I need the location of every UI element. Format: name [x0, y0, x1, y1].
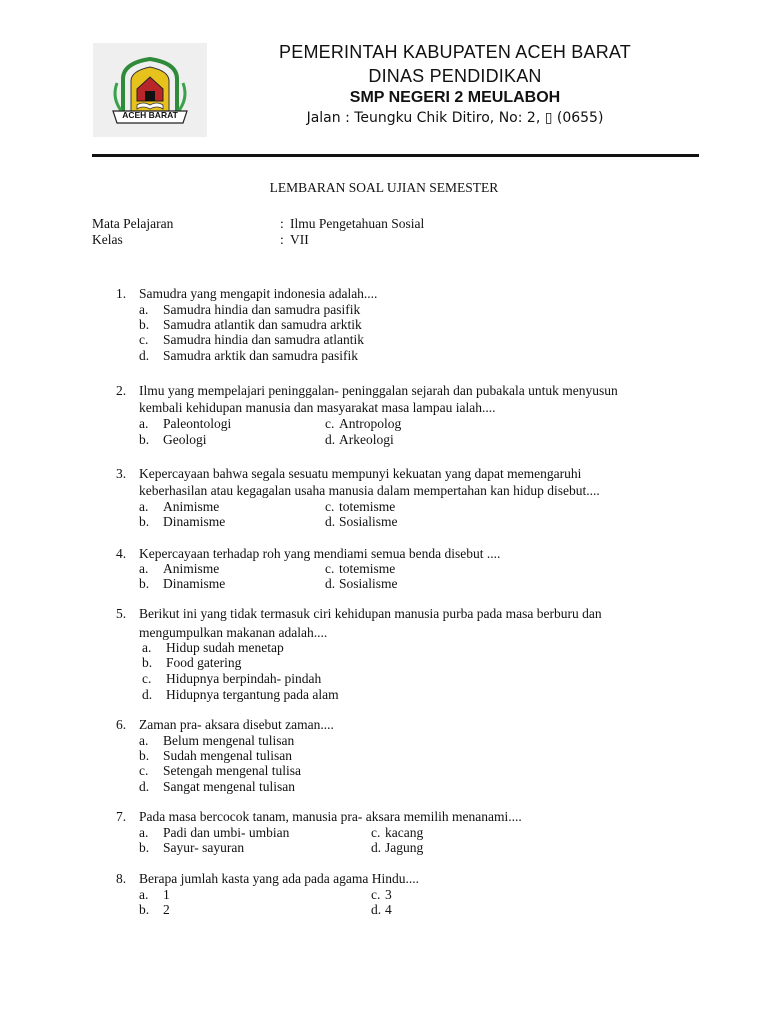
question-text: Berapa jumlah kasta yang ada pada agama Hindu.... [139, 871, 420, 886]
option-letter: c. [325, 499, 335, 514]
option-text: Setengah mengenal tulisa [163, 763, 301, 778]
option-text: Sosialisme [339, 576, 398, 591]
option-letter: a. [139, 416, 149, 431]
option-letter: d. [371, 840, 382, 855]
option-letter: a. [139, 887, 149, 902]
option-letter: d. [325, 514, 336, 529]
option-letter: b. [142, 655, 153, 670]
option-text: Animisme [163, 561, 220, 576]
option-letter: b. [139, 902, 150, 917]
option-letter: b. [139, 432, 150, 447]
option-text: Dinamisme [163, 514, 226, 529]
option-letter: d. [142, 687, 153, 702]
option-letter: d. [371, 902, 382, 917]
question-number: 1. [116, 286, 127, 301]
option-text: Dinamisme [163, 576, 226, 591]
option-letter: d. [325, 576, 336, 591]
option-text: Animisme [163, 499, 220, 514]
question-text: Zaman pra- aksara disebut zaman.... [139, 717, 334, 732]
option-letter: b. [139, 317, 150, 332]
option-text: Jagung [385, 840, 424, 855]
option-letter: a. [139, 733, 149, 748]
question-text: mengumpulkan makanan adalah.... [139, 625, 328, 640]
question-number: 4. [116, 546, 127, 561]
option-letter: d. [139, 348, 150, 363]
option-text: Samudra atlantik dan samudra arktik [163, 317, 362, 332]
aceh-barat-emblem-icon [93, 43, 207, 137]
school-logo [93, 43, 207, 137]
option-letter: d. [139, 779, 150, 794]
option-text: Sosialisme [339, 514, 398, 529]
question-text: Samudra yang mengapit indonesia adalah.... [139, 286, 378, 301]
question-text: Ilmu yang mempelajari peninggalan- peninggalan sejarah dan pubakala untuk menyusun [139, 383, 618, 398]
question-text: Berikut ini yang tidak termasuk ciri kehidupan manusia purba pada masa berburu dan [139, 606, 602, 621]
option-letter: b. [139, 840, 150, 855]
subject-label: Mata Pelajaran [92, 216, 174, 231]
option-letter: c. [371, 825, 381, 840]
option-text: Hidupnya tergantung pada alam [166, 687, 339, 702]
option-letter: a. [142, 640, 152, 655]
question-number: 8. [116, 871, 127, 886]
class-value: VII [290, 232, 309, 247]
option-text: Food gatering [166, 655, 242, 670]
option-letter: c. [325, 416, 335, 431]
question-text: keberhasilan atau kegagalan usaha manusia dalam mempertahan kan hidup disebut.... [139, 483, 600, 498]
option-text: Antropolog [339, 416, 402, 431]
option-text: Samudra arktik dan samudra pasifik [163, 348, 358, 363]
option-text: Samudra hindia dan samudra atlantik [163, 332, 364, 347]
question-text: Pada masa bercocok tanam, manusia pra- aksara memilih menanami.... [139, 809, 522, 824]
option-letter: a. [139, 499, 149, 514]
question-text: Kepercayaan bahwa segala sesuatu mempunyi kekuatan yang dapat memengaruhi [139, 466, 582, 481]
option-letter: c. [139, 332, 149, 347]
option-letter: c. [371, 887, 381, 902]
question-text: kembali kehidupan manusia dan masyarakat masa lampau ialah.... [139, 400, 496, 415]
question-number: 7. [116, 809, 127, 824]
option-letter: a. [139, 825, 149, 840]
letterhead-department: DINAS PENDIDIKAN [368, 66, 542, 86]
option-text: Arkeologi [339, 432, 394, 447]
option-text: kacang [385, 825, 424, 840]
class-colon: : [280, 232, 284, 247]
logo-banner-text: ACEH BARAT [122, 110, 178, 120]
letterhead-divider [92, 154, 699, 157]
option-letter: a. [139, 561, 149, 576]
option-text: totemisme [339, 561, 396, 576]
option-text: Hidup sudah menetap [166, 640, 284, 655]
option-letter: b. [139, 576, 150, 591]
option-text: Belum mengenal tulisan [163, 733, 295, 748]
option-letter: c. [139, 763, 149, 778]
subject-value: Ilmu Pengetahuan Sosial [290, 216, 425, 231]
option-letter: b. [139, 748, 150, 763]
question-number: 2. [116, 383, 127, 398]
question-number: 3. [116, 466, 127, 481]
question-number: 6. [116, 717, 127, 732]
option-text: 2 [163, 902, 170, 917]
option-letter: b. [139, 514, 150, 529]
option-text: 3 [385, 887, 392, 902]
option-text: Sangat mengenal tulisan [163, 779, 295, 794]
letterhead-address: Jalan : Teungku Chik Ditiro, No: 2, ▯ (0655) [306, 110, 604, 126]
question-text: Kepercayaan terhadap roh yang mendiami semua benda disebut .... [139, 546, 501, 561]
option-text: Geologi [163, 432, 207, 447]
letterhead-government: PEMERINTAH KABUPATEN ACEH BARAT [279, 42, 631, 62]
option-letter: c. [325, 561, 335, 576]
option-text: Sudah mengenal tulisan [163, 748, 292, 763]
subject-colon: : [280, 216, 284, 231]
option-text: Sayur- sayuran [163, 840, 245, 855]
option-text: 1 [163, 887, 170, 902]
option-text: totemisme [339, 499, 396, 514]
option-letter: d. [325, 432, 336, 447]
option-text: Paleontologi [163, 416, 232, 431]
option-letter: c. [142, 671, 152, 686]
class-label: Kelas [92, 232, 123, 247]
question-number: 5. [116, 606, 127, 621]
option-text: 4 [385, 902, 392, 917]
document-title: LEMBARAN SOAL UJIAN SEMESTER [269, 180, 499, 195]
option-text: Hidupnya berpindah- pindah [166, 671, 322, 686]
option-text: Samudra hindia dan samudra pasifik [163, 302, 361, 317]
option-text: Padi dan umbi- umbian [163, 825, 290, 840]
letterhead-school-name: SMP NEGERI 2 MEULABOH [349, 89, 561, 106]
option-letter: a. [139, 302, 149, 317]
